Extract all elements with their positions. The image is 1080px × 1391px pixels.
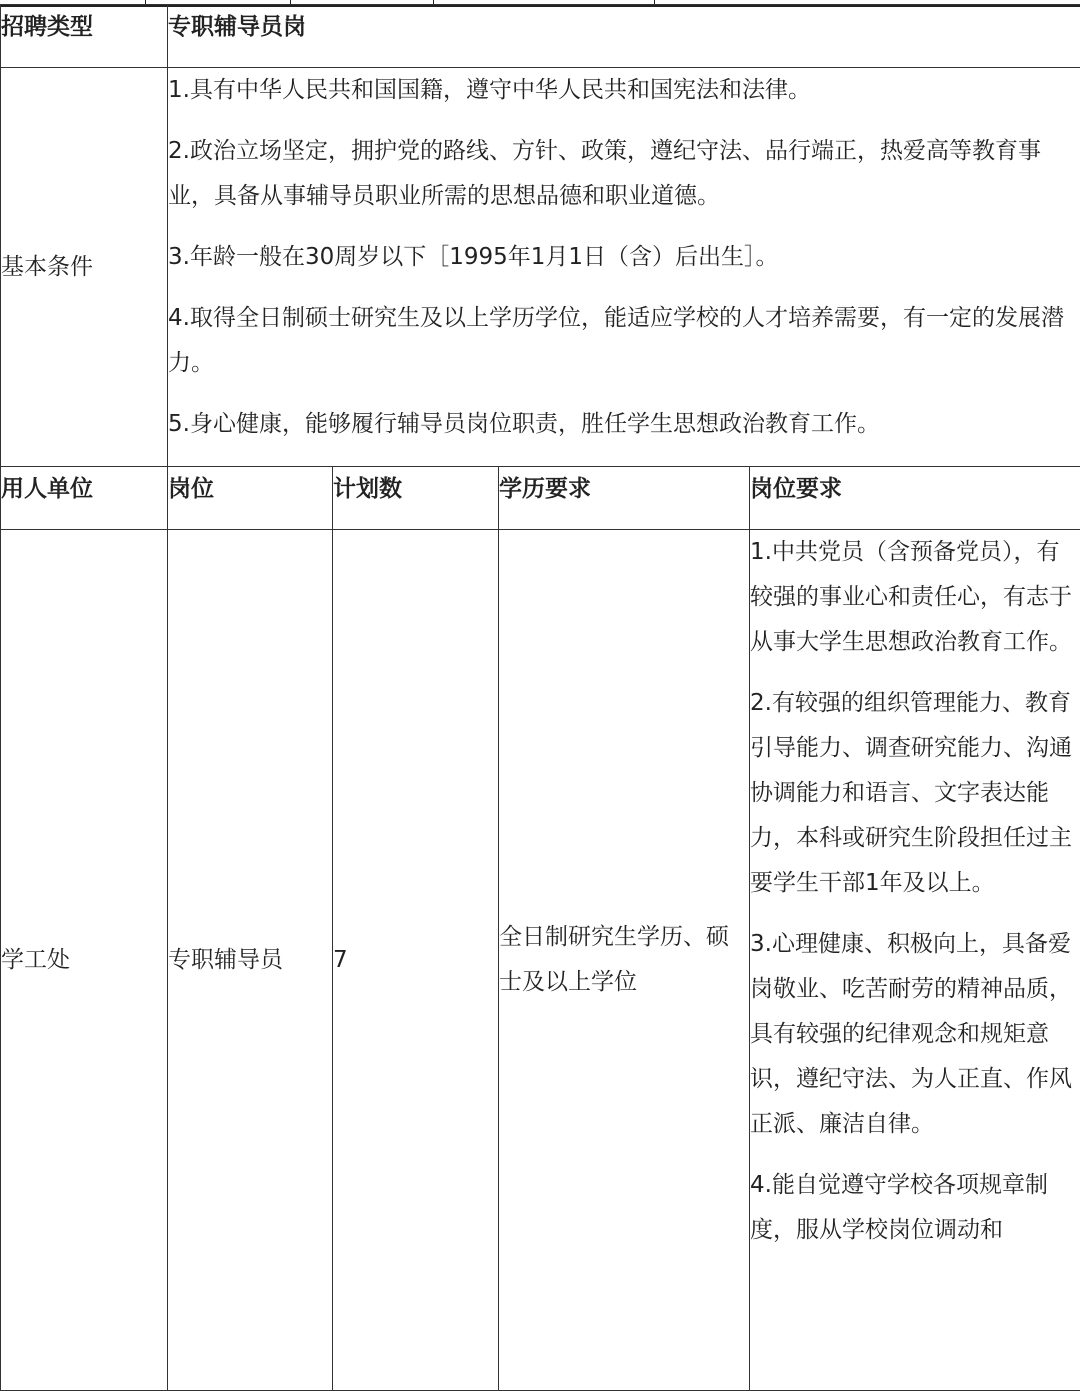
condition-item: 5.身心健康，能够履行辅导员岗位职责，胜任学生思想政治教育工作。 <box>168 402 1080 447</box>
conditions-list <box>168 68 1080 467</box>
column-header-education: 学历要求 <box>499 467 750 530</box>
requirement-item: 2.有较强的组织管理能力、教育引导能力、调查研究能力、沟通协调能力和语言、文字表达能力，本科或研究生阶段担任过主要学生干部1年及以上。 <box>750 681 1080 906</box>
requirements-cell <box>750 530 1080 1391</box>
column-header-row <box>1 467 1080 530</box>
type-value: 专职辅导员岗 <box>168 5 1080 68</box>
position-cell: 专职辅导员 <box>168 530 333 1391</box>
recruitment-table <box>0 4 1080 1391</box>
requirement-item: 3.心理健康、积极向上，具备爱岗敬业、吃苦耐劳的精神品质，具有较强的纪律观念和规矩意识，遵纪守法、为人正直、作风正派、廉洁自律。 <box>750 922 1080 1147</box>
conditions-row <box>1 68 1080 467</box>
column-header-position: 岗位 <box>168 467 333 530</box>
type-label: 招聘类型 <box>1 5 168 68</box>
conditions-label: 基本条件 <box>1 68 168 467</box>
column-header-requirements: 岗位要求 <box>750 467 1080 530</box>
condition-item: 4.取得全日制硕士研究生及以上学历学位，能适应学校的人才培养需要，有一定的发展潜力。 <box>168 296 1080 386</box>
column-header-unit: 用人单位 <box>1 467 168 530</box>
type-row <box>1 5 1080 68</box>
requirement-item: 1.中共党员（含预备党员），有较强的事业心和责任心，有志于从事大学生思想政治教育工作。 <box>750 530 1080 665</box>
condition-item: 2.政治立场坚定，拥护党的路线、方针、政策，遵纪守法、品行端正，热爱高等教育事业，具备从事辅导员职业所需的思想品德和职业道德。 <box>168 129 1080 219</box>
unit-cell: 学工处 <box>1 530 168 1391</box>
table-row <box>1 530 1080 1391</box>
column-header-count: 计划数 <box>333 467 499 530</box>
condition-item: 3.年龄一般在30周岁以下［1995年1月1日（含）后出生］。 <box>168 235 1080 280</box>
requirement-item: 4.能自觉遵守学校各项规章制度，服从学校岗位调动和 <box>750 1163 1080 1253</box>
education-cell: 全日制研究生学历、硕士及以上学位 <box>499 530 750 1391</box>
count-cell: 7 <box>333 530 499 1391</box>
condition-item: 1.具有中华人民共和国国籍，遵守中华人民共和国宪法和法律。 <box>168 68 1080 113</box>
